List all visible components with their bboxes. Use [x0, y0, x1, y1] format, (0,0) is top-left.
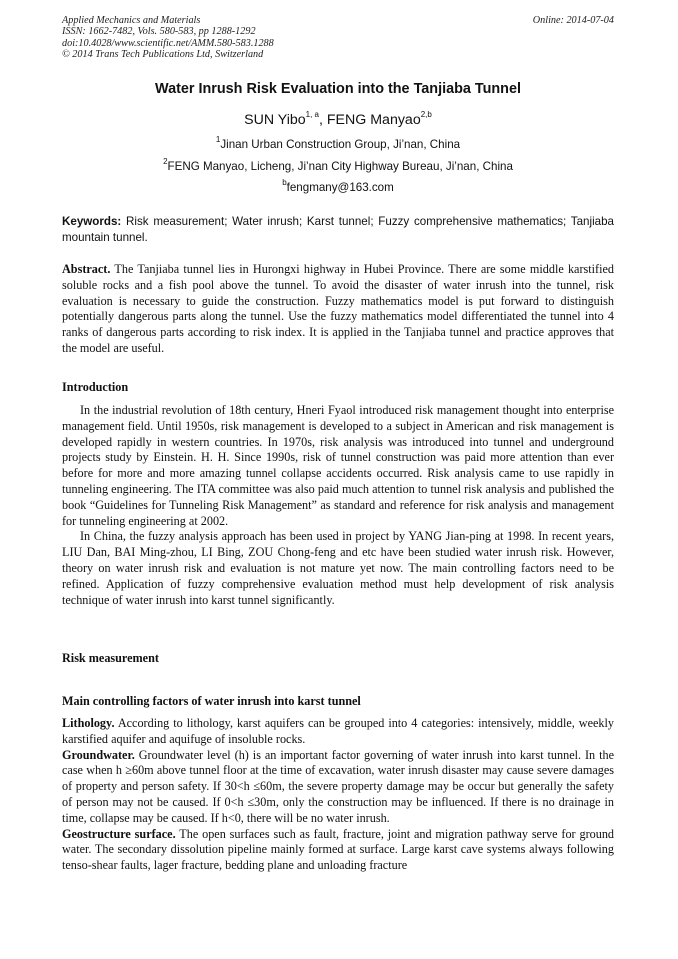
geostructure-text: The open surfaces such as fault, fracture, joint and migration pathway serve for ground water. The secondary dissolution pipeline mainly formed at surface. Large karst cave systems always following tenso-shear faults, lager fracture, bedding plane and unloading fracture — [62, 826, 615, 873]
lithology-text: According to lithology, karst aquifers can be grouped into 4 categories: intensively, middle, weekly karstified aquifer and aquifuge of insoluble rocks. — [62, 716, 614, 746]
lithology-paragraph — [62, 716, 614, 748]
keywords-label: Keywords: — [62, 215, 122, 228]
geostructure-label: Geostructure surface. — [62, 826, 176, 841]
email-sup: b — [282, 178, 287, 188]
author-2-sup: 2,b — [420, 110, 432, 120]
lithology-label: Lithology. — [62, 716, 115, 730]
issn-line: ISSN: 1662-7482, Vols. 580-583, pp 1288-1292 — [62, 26, 256, 38]
abstract-block — [62, 262, 614, 357]
doi-line: doi:10.4028/www.scientific.net/AMM.580-583.1288 — [62, 37, 274, 49]
copyright-line: © 2014 Trans Tech Publications Ltd, Switzerland — [62, 48, 264, 60]
affiliation-2-sup: 2 — [163, 157, 168, 167]
groundwater-paragraph — [62, 748, 614, 827]
abstract-text: The Tanjiaba tunnel lies in Hurongxi highway in Hubei Province. There are some middle karstified soluble rocks and a fish pool above the tunnel. To avoid the disaster of water inrush into the tunnel, risk evaluation is necessary to guide the construction. Fuzzy mathematics model is put forward to distinguish potentially dangerous parts along the tunnel. Use the fuzzy mathematics model differentiated the tunnel into 4 ranks of dangerous parts according to risk index. It is applied in the Tanjiaba tunnel and practice approves that the model are useful. — [62, 262, 614, 355]
keywords-block — [62, 214, 614, 246]
affiliation-1-sup: 1 — [215, 135, 221, 145]
introduction-body — [62, 403, 614, 608]
introduction-paragraph-1: In the industrial revolution of 18th century, Hneri Fyaol introduced risk management thought into enterprise management field. Until 1950s, risk management is developed to a subject in American and risk management is developed rapidly in western countries. In 1970s, risk analysis was introduced into tunnel and underground projects study by Einstein. H. H. Since 1990s, risk of tunnel construction was paid more attention than ever before for more and more amazing tunnel collapse accidents occurred. Risk analysis came to use rapidly in tunneling engineering. The ITA committee was also paid much attention to tunnel risk analysis and published the book “Guidelines for Tunneling Risk Management” as standard and reference for risk analysis and management for tunneling engineering at 2002. — [62, 403, 614, 528]
email-text: fengmany@163.com — [286, 181, 394, 194]
abstract-label: Abstract. — [62, 262, 111, 276]
journal-header — [62, 15, 614, 60]
author-separator: , — [319, 112, 327, 128]
introduction-heading: Introduction — [62, 380, 129, 394]
affiliation-2 — [62, 157, 614, 173]
affiliation-1-text: Jinan Urban Construction Group, Ji’nan, China — [220, 138, 461, 151]
keywords-text: Risk measurement; Water inrush; Karst tunnel; Fuzzy comprehensive mathematics; Tanjiaba mountain tunnel. — [62, 215, 614, 244]
paper-title: Water Inrush Risk Evaluation into the Tanjiaba Tunnel — [155, 81, 521, 97]
journal-name: Applied Mechanics and Materials — [62, 15, 201, 26]
controlling-factors-body — [62, 716, 614, 874]
email-line — [62, 178, 614, 194]
risk-measurement-heading: Risk measurement — [62, 651, 159, 665]
groundwater-label: Groundwater. — [62, 747, 135, 762]
introduction-paragraph-2: In China, the fuzzy analysis approach has been used in project by YANG Jian-ping at 1998. In recent years, LIU Dan, BAI Ming-zhou, LI Bing, ZOU Chong-feng and etc have been studied water inrush risk. However, theory on water inrush risk and evaluation is not mature yet now. The main controlling factors need to be refined. Application of fuzzy comprehensive evaluation method must help development of risk analysis technique of water inrush into karst tunnel significantly. — [62, 529, 614, 607]
author-2: FENG Manyao — [326, 112, 421, 128]
online-date: Online: 2014-07-04 — [532, 15, 614, 26]
affiliation-2-text: FENG Manyao, Licheng, Ji’nan City Highway Bureau, Ji’nan, China — [167, 160, 513, 173]
author-line — [62, 112, 614, 128]
author-1: SUN Yibo — [244, 112, 306, 128]
author-1-sup: 1, a — [305, 110, 319, 120]
affiliation-1 — [62, 135, 614, 151]
groundwater-text: Groundwater level (h) is an important factor governing of water inrush into karst tunnel. In the case when h ≥60m above tunnel floor at the time of excavation, water inrush disaster may cause severe damages of property and person safety. If 30<h ≤60m, the severe property damage may be occur but generally the safety of person may not be caused. If 0<h ≤30m, only the construction may be influenced. If there is no drainage in time, collapse may be caused. If h<0, there will be no water inrush. — [62, 747, 614, 825]
controlling-factors-heading: Main controlling factors of water inrush into karst tunnel — [62, 694, 361, 708]
geostructure-paragraph — [62, 827, 614, 874]
